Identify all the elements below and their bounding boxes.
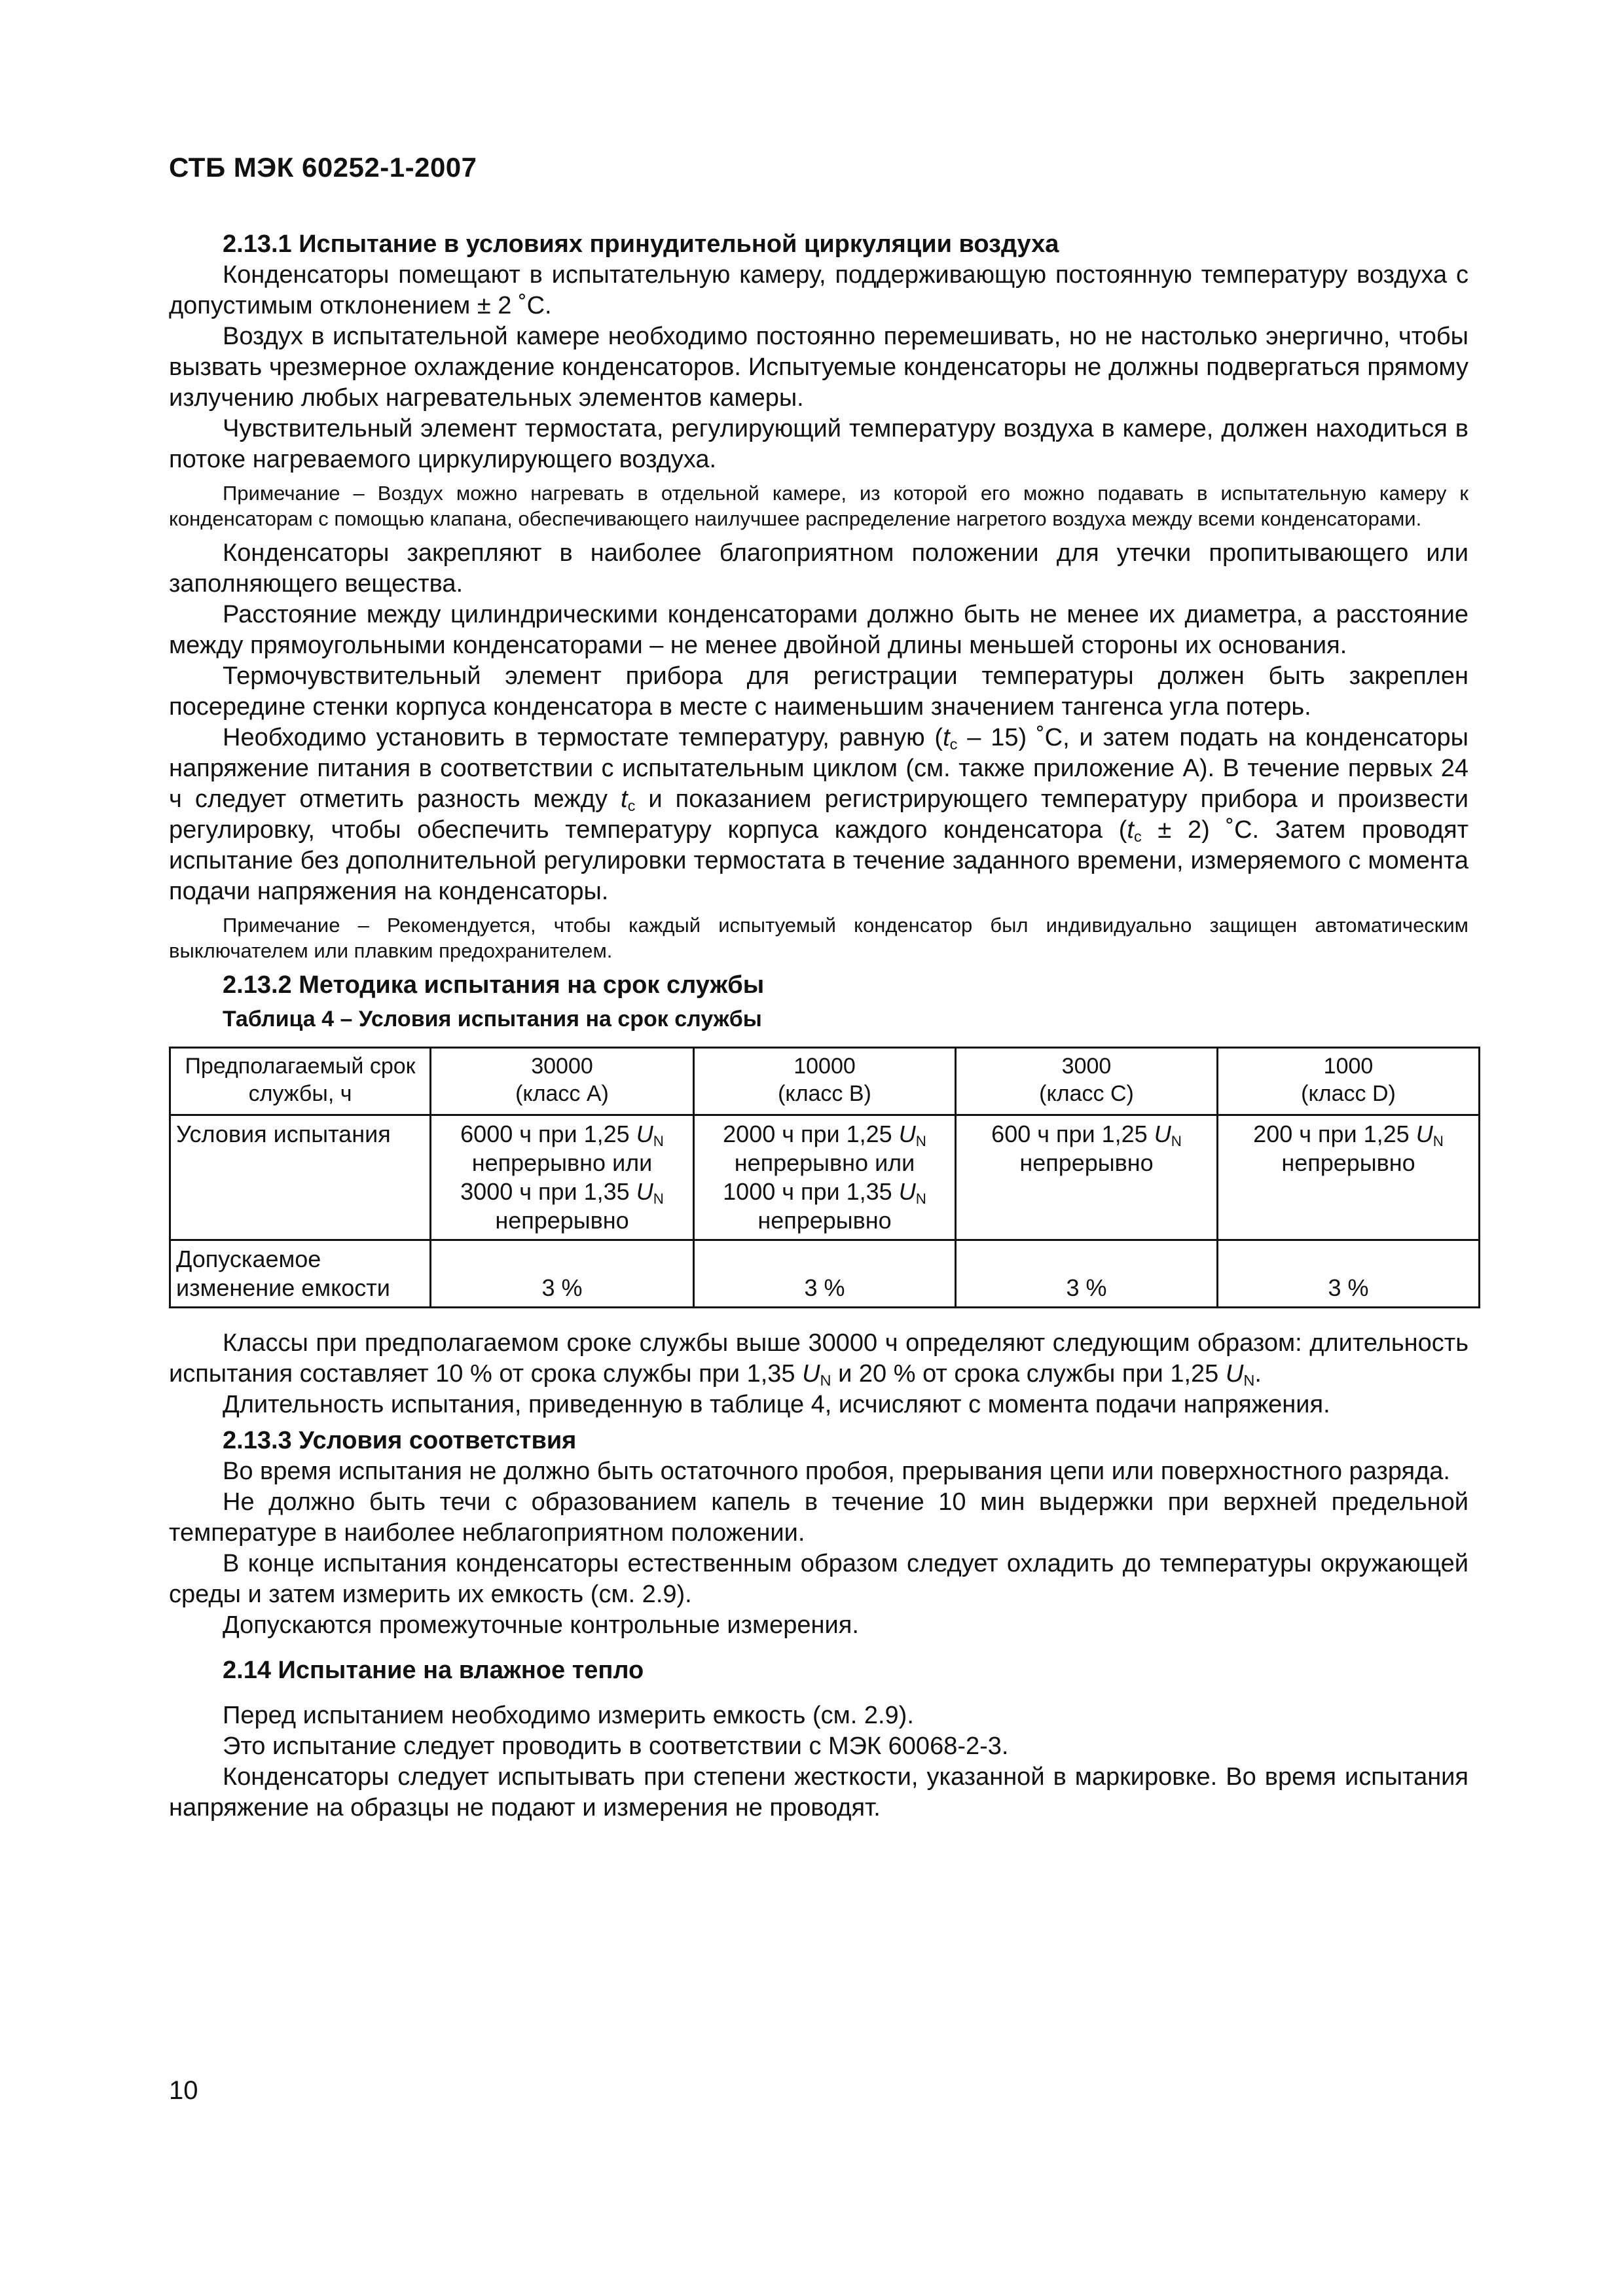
paragraph-temperature-setup: Необходимо установить в термостате температуру, равную $(t_c - 15)$ ˚С, и затем подать на конденсаторы напряжение питания в соответствии с испытательным циклом (см. также приложение А). В течение первых 24 ч следует отметить разность между $t_c$ и показанием регистрирующего температуру прибора и произвести регулировку, чтобы обеспечить температуру корпуса каждого конденсатора $(t_c \pm 2)$ ˚С. Затем проводят испытание без дополнительной регулировки термостата в течение заданного времени, измеряемого с момента подачи напряжения на конденсаторы. — [169, 724, 1468, 905]
paragraph: Перед испытанием необходимо измерить емкость (см. 2.9). — [223, 1702, 914, 1729]
section-heading-2-13-1: 2.13.1 Испытание в условиях принудительной циркуляции воздуха — [223, 230, 1059, 258]
paragraph: Конденсаторы закрепляют в наиболее благоприятном положении для утечки пропитывающего или заполняющего вещества. — [169, 539, 1468, 598]
header-cell: 30000 (класс А) — [431, 1048, 694, 1115]
header-cell: 1000 (класс D) — [1218, 1048, 1480, 1115]
row-label: Допускаемое изменение емкости — [170, 1240, 431, 1308]
section-heading-2-13-3: 2.13.3 Условия соответствия — [223, 1427, 577, 1454]
table-cell: 3 % — [1218, 1240, 1480, 1308]
table-cell: 3 % — [694, 1240, 956, 1308]
paragraph: Воздух в испытательной камере необходимо постоянно перемешивать, но не настолько энергично, чтобы вызвать чрезмерное охлаждение конденсаторов. Испытуемые конденсаторы не должны подвергаться прямому излучению любых нагревательных элементов камеры. — [169, 323, 1468, 412]
document-header: СТБ МЭК 60252-1-2007 — [169, 152, 477, 183]
paragraph: Чувствительный элемент термостата, регулирующий температуру воздуха в камере, должен находиться в потоке нагреваемого циркулирующего воздуха. — [169, 415, 1468, 473]
paragraph: Расстояние между цилиндрическими конденсаторами должно быть не менее их диаметра, а расстояние между прямоугольными конденсаторами – не менее двойной длины меньшей стороны их основания. — [169, 601, 1468, 659]
row-label: Условия испытания — [170, 1115, 431, 1240]
note: Примечание – Воздух можно нагревать в отдельной камере, из которой его можно подавать в испытательную камеру к конденсаторам с помощью клапана, обеспечивающего наилучшее распределение нагретого воздуха между всеми конденсаторами. — [169, 482, 1468, 530]
paragraph: Длительность испытания, приведенную в таблице 4, исчисляют с момента подачи напряжения. — [223, 1391, 1330, 1418]
table-cell: 200 ч при 1,25 $U_N$ непрерывно — [1218, 1115, 1480, 1240]
section-heading-2-13-2: 2.13.2 Методика испытания на срок службы — [223, 971, 765, 999]
table-row-capacitance — [170, 1240, 1480, 1308]
paragraph: Не должно быть течи с образованием капель в течение 10 мин выдержки при верхней предельной температуре в наиболее неблагоприятном положении. — [169, 1488, 1468, 1547]
paragraph: Во время испытания не должно быть остаточного пробоя, прерывания цепи или поверхностного разряда. — [223, 1458, 1450, 1485]
life-test-conditions-table — [169, 1047, 1480, 1308]
section-heading-2-14: 2.14 Испытание на влажное тепло — [223, 1657, 644, 1684]
header-cell: Предполагаемый срок службы, ч — [170, 1048, 431, 1115]
table-cell: 2000 ч при 1,25 $U_N$ непрерывно или 1000 ч при 1,35 $U_N$ непрерывно — [694, 1115, 956, 1240]
table-caption: Таблица 4 – Условия испытания на срок службы — [223, 1007, 762, 1031]
page-content — [169, 229, 1468, 1823]
paragraph: Конденсаторы следует испытывать при степени жесткости, указанной в маркировке. Во время испытания напряжение на образцы не подают и измерения не проводят. — [169, 1763, 1468, 1821]
paragraph: В конце испытания конденсаторы естественным образом следует охладить до температуры окружающей среды и затем измерить их емкость (см. 2.9). — [169, 1550, 1468, 1608]
header-cell: 3000 (класс С) — [956, 1048, 1218, 1115]
paragraph: Термочувствительный элемент прибора для регистрации температуры должен быть закреплен посередине стенки корпуса конденсатора в месте с наименьшим значением тангенса угла потерь. — [169, 662, 1468, 721]
paragraph: Это испытание следует проводить в соответствии с МЭК 60068-2-3. — [223, 1732, 1009, 1760]
table-row-conditions — [170, 1115, 1480, 1240]
page-number: 10 — [169, 2076, 198, 2105]
table-cell: 6000 ч при 1,25 $U_N$ непрерывно или 3000 ч при 1,35 $U_N$ непрерывно — [431, 1115, 694, 1240]
table-cell: 3 % — [956, 1240, 1218, 1308]
paragraph: Конденсаторы помещают в испытательную камеру, поддерживающую постоянную температуру воздуха с допустимым отклонением ± 2 ˚С. — [169, 261, 1468, 319]
paragraph: Допускаются промежуточные контрольные измерения. — [223, 1611, 859, 1639]
header-cell: 10000 (класс В) — [694, 1048, 956, 1115]
table-cell: 3 % — [431, 1240, 694, 1308]
table-cell: 600 ч при 1,25 $U_N$ непрерывно — [956, 1115, 1218, 1240]
note: Примечание – Рекомендуется, чтобы каждый испытуемый конденсатор был индивидуально защищен автоматическим выключателем или плавким предохранителем. — [169, 914, 1468, 962]
paragraph-classes: Классы при предполагаемом сроке службы выше 30000 ч определяют следующим образом: длительность испытания составляет 10 % от срока службы при 1,35 $U_N$ и 20 % от срока службы при 1,25 $U_N$. — [169, 1329, 1468, 1389]
table-header-row — [170, 1048, 1480, 1115]
